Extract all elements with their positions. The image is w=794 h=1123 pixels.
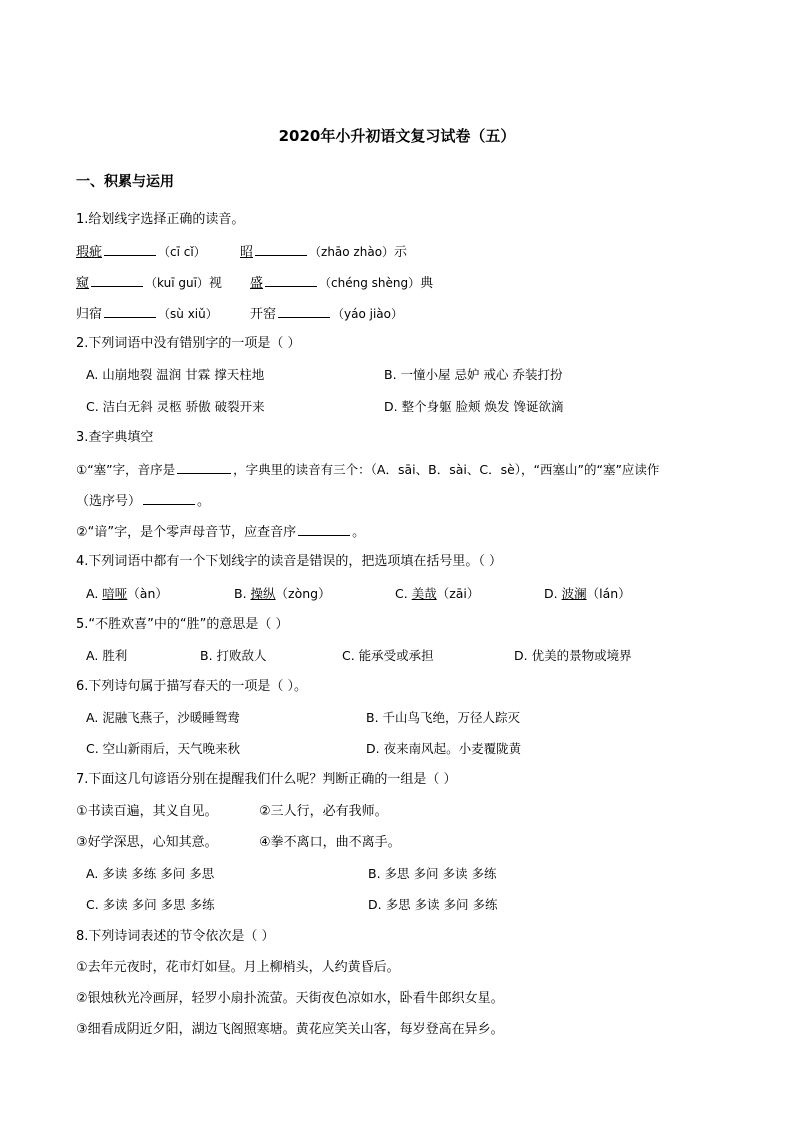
answer-blank[interactable] — [298, 521, 350, 536]
q7-item-2: ②三人行，必有我师。 — [259, 804, 388, 819]
q1-item-b — [250, 303, 403, 325]
question-7-stem: 7.下面这几句谚语分别在提醒我们什么呢？判断正确的一组是（ ） — [76, 772, 457, 787]
q7-option-c[interactable]: C. 多读 多问 多思 多练 — [86, 897, 215, 912]
q6-option-d[interactable]: D. 夜来南风起。小麦覆陇黄 — [366, 741, 522, 756]
pinyin: （sù xiǔ） — [158, 307, 218, 321]
section-heading: 一、积累与运用 — [76, 174, 174, 190]
q6-option-b[interactable]: B. 千山鸟飞绝，万径人踪灭 — [366, 710, 521, 725]
q8-item-3: ③细看成阴近夕阳，湖边飞阁照寒塘。黄花应笑关山客，每岁登高在异乡。 — [76, 1022, 504, 1037]
q4-option-a[interactable]: A. 喑哑（àn） — [86, 586, 168, 601]
pinyin: （chéng shèng） — [319, 276, 421, 290]
q2-option-c[interactable]: C. 洁白无斜 灵柩 骄傲 破裂开来 — [86, 399, 265, 414]
q3-line-3 — [76, 521, 365, 543]
word: 开窑 — [250, 307, 277, 322]
question-1-row-3 — [76, 303, 403, 325]
page-title: 2020年小升初语文复习试卷（五） — [278, 127, 516, 145]
q5-option-b[interactable]: B. 打败敌人 — [200, 648, 267, 663]
answer-blank[interactable] — [278, 303, 330, 318]
question-1-row-1 — [76, 241, 408, 263]
q3-text: 。 — [352, 525, 366, 540]
pinyin: （yáo jiào） — [332, 307, 403, 321]
q6-option-a[interactable]: A. 泥融飞燕子，沙暖睡鸳鸯 — [86, 710, 240, 725]
word: 盛 — [250, 276, 264, 291]
q7-item-3: ③好学深思，心知其意。 — [76, 835, 218, 850]
q7-item-4: ④拳不离口，曲不离手。 — [259, 835, 401, 850]
q3-text: 。 — [197, 494, 211, 509]
q2-option-a[interactable]: A. 山崩地裂 温润 甘霖 撑天柱地 — [86, 367, 265, 382]
pinyin: （kuī guī） — [145, 276, 209, 290]
answer-blank[interactable] — [91, 272, 143, 287]
question-2-stem: 2.下列词语中没有错别字的一项是（ ） — [76, 336, 301, 351]
q3-text: （选序号） — [76, 494, 142, 509]
q5-option-a[interactable]: A. 胜利 — [86, 648, 128, 663]
q3-text: ②“谙”字，是个零声母音节，应查音序 — [76, 525, 297, 540]
q2-option-d[interactable]: D. 整个身躯 脸颊 焕发 馋诞欲滴 — [384, 399, 564, 414]
q7-item-1: ①书读百遍，其义自见。 — [76, 804, 218, 819]
pinyin: （cī cǐ） — [158, 245, 206, 259]
q3-line-2 — [76, 490, 210, 512]
q4-option-d[interactable]: D. 波澜（lán） — [544, 586, 631, 601]
word: 昭 — [240, 245, 254, 260]
suffix: 典 — [420, 276, 434, 291]
question-3-stem: 3.查字典填空 — [76, 430, 154, 445]
answer-blank[interactable] — [104, 303, 156, 318]
pinyin: （zhāo zhào） — [309, 245, 395, 259]
question-4-stem: 4.下列词语中都有一个下划线字的读音是错误的，把选项填在括号里。（ ） — [76, 554, 503, 569]
q3-text: ，字典里的读音有三个：（A．sāi、B．sài、C．sè），“西塞山”的“塞”应读作 — [233, 462, 660, 477]
q7-option-b[interactable]: B. 多思 多问 多读 多练 — [368, 866, 497, 881]
word: 窥 — [76, 276, 90, 291]
suffix: 视 — [208, 276, 222, 291]
question-1-row-2 — [76, 272, 434, 294]
answer-blank[interactable] — [255, 241, 307, 256]
answer-blank[interactable] — [104, 241, 156, 256]
q4-option-c[interactable]: C. 美哉（zāi） — [395, 586, 480, 601]
q7-option-d[interactable]: D. 多思 多读 多问 多练 — [368, 897, 498, 912]
suffix: 示 — [394, 245, 408, 260]
q8-item-1: ①去年元夜时，花市灯如昼。月上柳梢头，人约黄昏后。 — [76, 960, 400, 975]
word: 瑕疵 — [76, 245, 103, 260]
q2-option-b[interactable]: B. 一憧小屋 忌妒 戒心 乔装打扮 — [384, 367, 563, 382]
q3-line-1 — [76, 459, 659, 480]
q8-item-2: ②银烛秋光冷画屏，轻罗小扇扑流萤。天街夜色凉如水，卧看牛郎织女星。 — [76, 991, 504, 1006]
q1-item-b — [240, 241, 407, 263]
answer-blank[interactable] — [177, 459, 231, 474]
q7-option-a[interactable]: A. 多读 多练 多问 多思 — [86, 866, 215, 881]
q1-item-b — [250, 272, 433, 294]
answer-blank[interactable] — [265, 272, 317, 287]
answer-blank[interactable] — [143, 490, 195, 505]
q4-option-b[interactable]: B. 操纵（zòng） — [234, 586, 331, 601]
q5-option-d[interactable]: D. 优美的景物或境界 — [514, 648, 632, 663]
question-1-stem: 1.给划线字选择正确的读音。 — [76, 212, 245, 227]
q3-text: ①“塞”字，音序是 — [76, 462, 176, 477]
word: 归宿 — [76, 307, 103, 322]
question-8-stem: 8.下列诗词表述的节令依次是（ ） — [76, 929, 275, 944]
q6-option-c[interactable]: C. 空山新雨后，天气晚来秋 — [86, 741, 241, 756]
question-5-stem: 5.“不胜欢喜”中的“胜”的意思是（ ） — [76, 617, 289, 632]
q5-option-c[interactable]: C. 能承受或承担 — [342, 648, 434, 663]
question-6-stem: 6.下列诗句属于描写春天的一项是（ ）。 — [76, 679, 308, 694]
